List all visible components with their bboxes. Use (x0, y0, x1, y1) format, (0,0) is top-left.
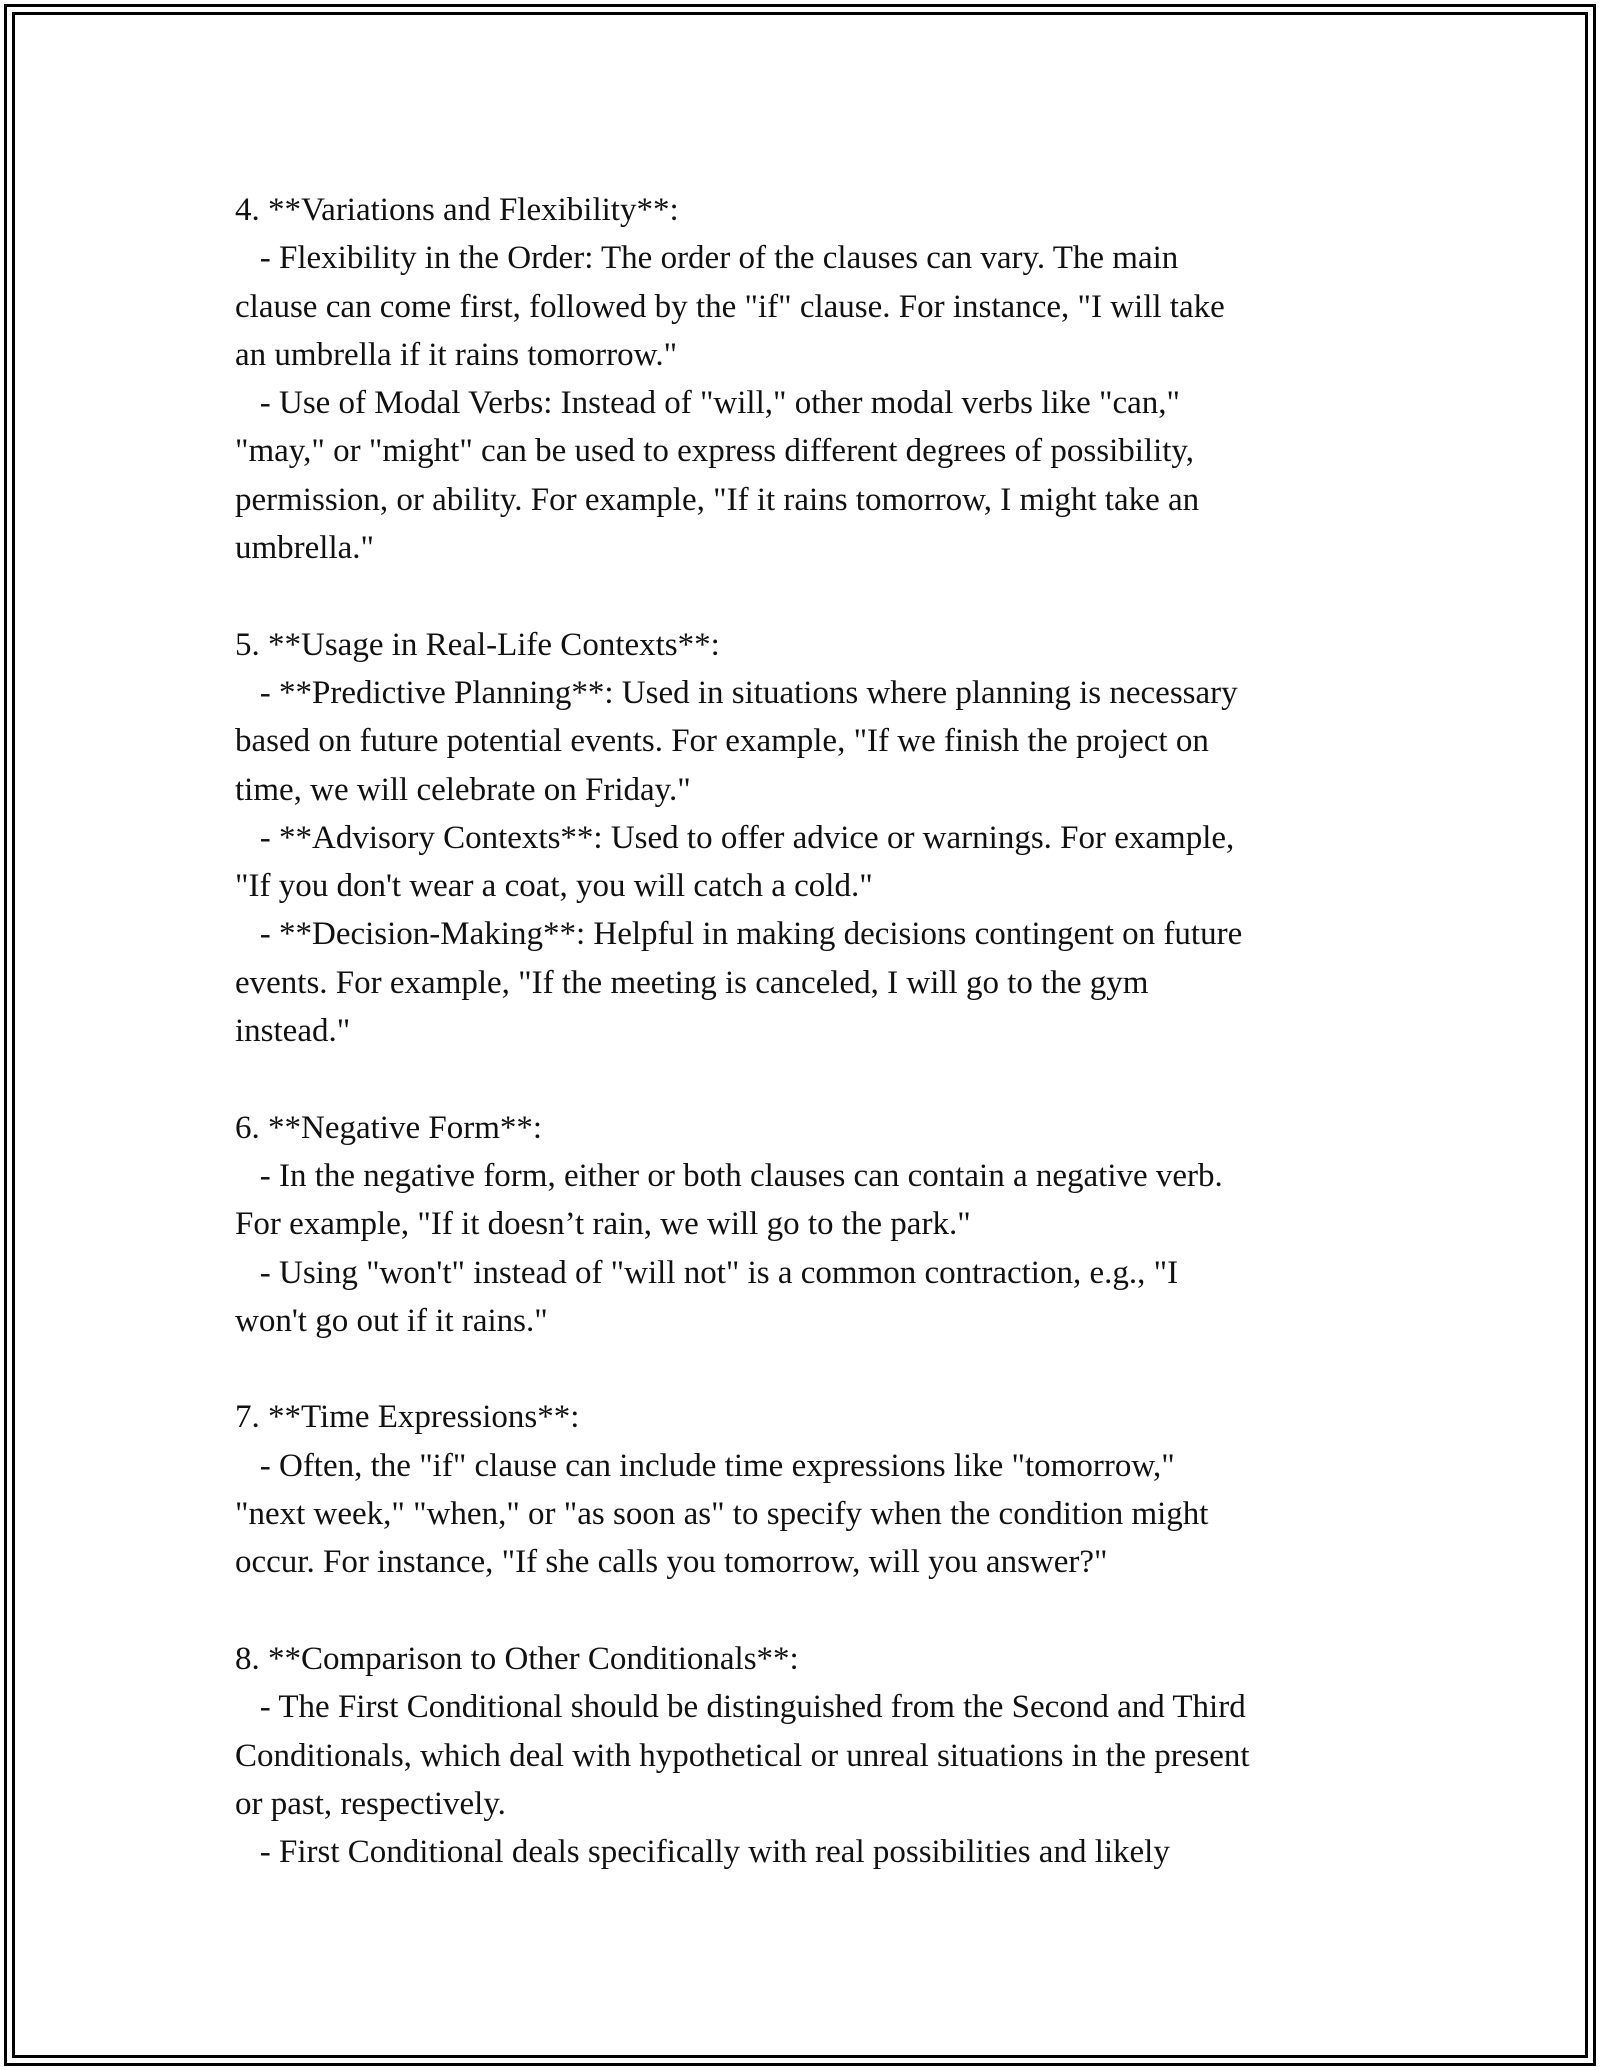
text-line: - In the negative form, either or both clauses can contain a negative verb. (235, 1157, 1223, 1194)
text-line: "next week," "when," or "as soon as" to specify when the condition might (235, 1496, 1209, 1533)
text-line: won't go out if it rains." (235, 1302, 548, 1339)
section-real-life-usage (235, 621, 1375, 1056)
text-line: occur. For instance, "If she calls you tomorrow, will you answer?" (235, 1544, 1108, 1581)
section-heading: 6. **Negative Form**: (235, 1109, 543, 1146)
text-line: "may," or "might" can be used to express different degrees of possibility, (235, 433, 1195, 470)
text-line: events. For example, "If the meeting is canceled, I will go to the gym (235, 964, 1149, 1001)
text-line: For example, "If it doesn’t rain, we will go to the park." (235, 1206, 971, 1243)
text-line: based on future potential events. For example, "If we finish the project on (235, 723, 1209, 760)
section-time-expressions (235, 1393, 1375, 1586)
text-line: - The First Conditional should be distinguished from the Second and Third (235, 1689, 1246, 1726)
text-line: - **Predictive Planning**: Used in situations where planning is necessary (235, 674, 1238, 711)
section-variations-flexibility (235, 186, 1375, 572)
text-line: an umbrella if it rains tomorrow." (235, 336, 678, 373)
text-line: clause can come first, followed by the "if" clause. For instance, "I will take (235, 288, 1225, 325)
section-negative-form (235, 1104, 1375, 1345)
text-line: instead." (235, 1013, 351, 1050)
text-line: - Using "won't" instead of "will not" is a common contraction, e.g., "I (235, 1254, 1179, 1291)
text-line: - Use of Modal Verbs: Instead of "will," other modal verbs like "can," (235, 385, 1180, 422)
text-line: - Often, the "if" clause can include time expressions like "tomorrow," (235, 1447, 1175, 1484)
section-heading: 8. **Comparison to Other Conditionals**: (235, 1640, 799, 1677)
section-heading: 5. **Usage in Real-Life Contexts**: (235, 626, 720, 663)
text-line: Conditionals, which deal with hypothetical or unreal situations in the present (235, 1737, 1250, 1774)
section-heading: 7. **Time Expressions**: (235, 1399, 580, 1436)
text-line: time, we will celebrate on Friday." (235, 771, 691, 808)
section-comparison-conditionals (235, 1635, 1375, 1876)
text-line: - Flexibility in the Order: The order of the clauses can vary. The main (235, 240, 1179, 277)
text-line: - **Advisory Contexts**: Used to offer advice or warnings. For example, (235, 819, 1235, 856)
text-line: - **Decision-Making**: Helpful in making decisions contingent on future (235, 916, 1243, 953)
section-heading: 4. **Variations and Flexibility**: (235, 192, 679, 228)
document-body (235, 186, 1375, 1925)
text-line: umbrella." (235, 530, 375, 567)
text-line: "If you don't wear a coat, you will catch a cold." (235, 868, 873, 905)
text-line: - First Conditional deals specifically with real possibilities and likely (235, 1834, 1170, 1871)
text-line: permission, or ability. For example, "If it rains tomorrow, I might take an (235, 481, 1200, 518)
text-line: or past, respectively. (235, 1785, 506, 1822)
